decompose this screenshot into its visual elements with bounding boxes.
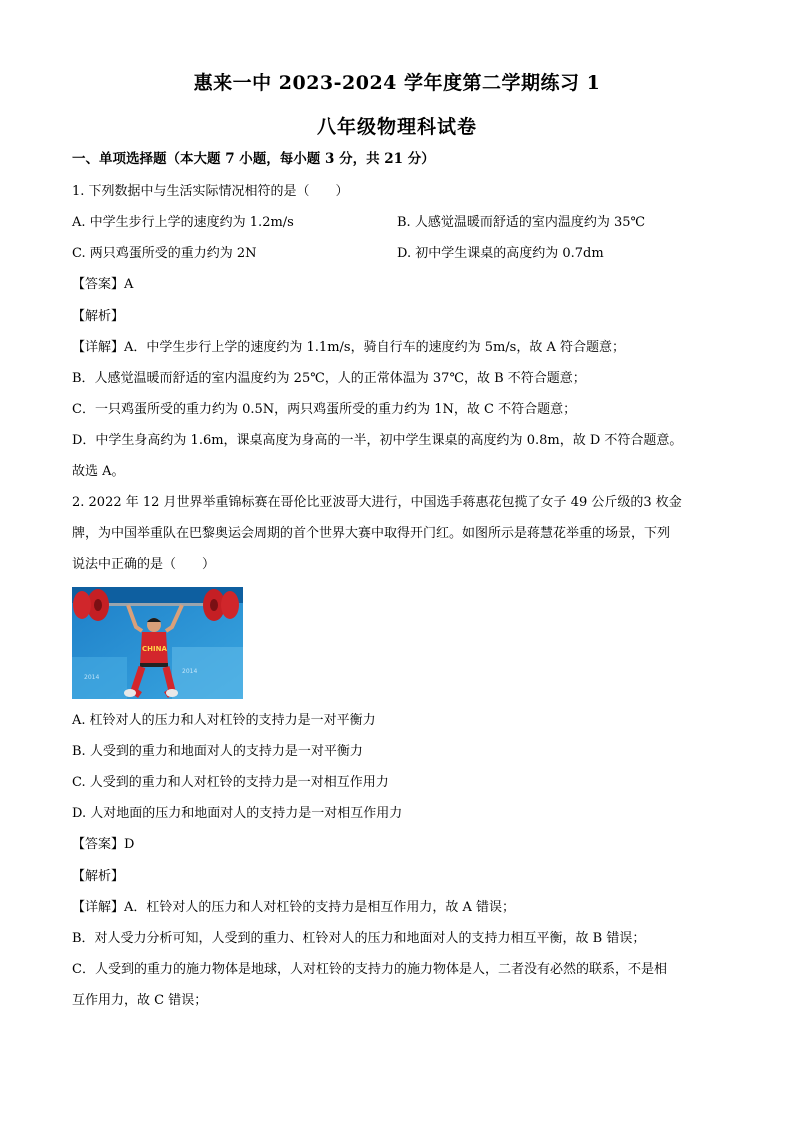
q2-detail-a: 【详解】A．杠铃对人的压力和人对杠铃的支持力是相互作用力，故 A 错误；: [72, 900, 516, 915]
svg-text:2014: 2014: [182, 668, 198, 675]
q1-option-b: B. 人感觉温暖而舒适的室内温度约为 35℃: [397, 215, 646, 230]
q2-stem-line2: 牌，为中国举重队在巴黎奥运会周期的首个世界大赛中取得开门红。如图所示是蒋慧花举重的场景，下列: [72, 526, 671, 541]
q1-option-c: C. 两只鸡蛋所受的重力约为 2N: [72, 246, 257, 261]
q1-detail-d: D．中学生身高约为 1.6m，课桌高度为身高的一半，初中学生课桌的高度约为 0.8m，故 D 不符合题意。: [72, 433, 683, 448]
q2-analysis-label: 【解析】: [72, 869, 125, 884]
exam-subtitle: 八年级物理科试卷: [316, 116, 477, 138]
q1-analysis-label: 【解析】: [72, 309, 125, 324]
q2-detail-c-line2: 互作用力，故 C 错误；: [72, 993, 208, 1008]
q2-option-a: A. 杠铃对人的压力和人对杠铃的支持力是一对平衡力: [72, 713, 376, 728]
q1-detail-a: 【详解】A．中学生步行上学的速度约为 1.1m/s，骑自行车的速度约为 5m/s，故 A 符合题意；: [72, 340, 626, 355]
q2-detail-c-line1: C．人受到的重力的施力物体是地球，人对杠铃的支持力的施力物体是人，二者没有必然的联系，不是相: [72, 962, 667, 977]
q2-answer: 【答案】D: [72, 837, 135, 852]
q2-detail-b: B．对人受力分析可知，人受到的重力、杠铃对人的压力和地面对人的支持力相互平衡，故 B 错误；: [72, 931, 646, 946]
weightlifter-illustration: [72, 587, 243, 699]
q1-conclusion: 故选 A。: [72, 464, 125, 479]
q1-stem: 1. 下列数据中与生活实际情况相符的是（ ）: [72, 184, 349, 199]
q2-stem-line1: 2. 2022 年 12 月世界举重锦标赛在哥伦比亚波哥大进行，中国选手蒋惠花包揽了女子 49 公斤级的3 枚金: [72, 495, 682, 510]
weightlifting-photo: [72, 587, 243, 699]
section-heading: 一、单项选择题（本大题 7 小题，每小题 3 分，共 21 分）: [72, 151, 435, 167]
q1-detail-b: B．人感觉温暖而舒适的室内温度约为 25℃，人的正常体温为 37℃，故 B 不符合题意；: [72, 371, 586, 386]
svg-text:2014: 2014: [84, 674, 100, 681]
exam-title: 惠来一中 2023-2024 学年度第二学期练习 1: [193, 72, 601, 94]
q1-option-a: A. 中学生步行上学的速度约为 1.2m/s: [72, 215, 294, 230]
q2-option-b: B. 人受到的重力和地面对人的支持力是一对平衡力: [72, 744, 363, 759]
q2-stem-line3: 说法中正确的是（ ）: [72, 557, 216, 572]
singlet-text: CHINA: [142, 645, 167, 653]
q1-answer: 【答案】A: [72, 277, 134, 292]
q2-option-c: C. 人受到的重力和人对杠铃的支持力是一对相互作用力: [72, 775, 389, 790]
q2-option-d: D. 人对地面的压力和地面对人的支持力是一对相互作用力: [72, 806, 403, 821]
q1-detail-c: C．一只鸡蛋所受的重力约为 0.5N，两只鸡蛋所受的重力约为 1N，故 C 不符合题意；: [72, 402, 577, 417]
q1-option-d: D. 初中学生课桌的高度约为 0.7dm: [397, 246, 604, 261]
